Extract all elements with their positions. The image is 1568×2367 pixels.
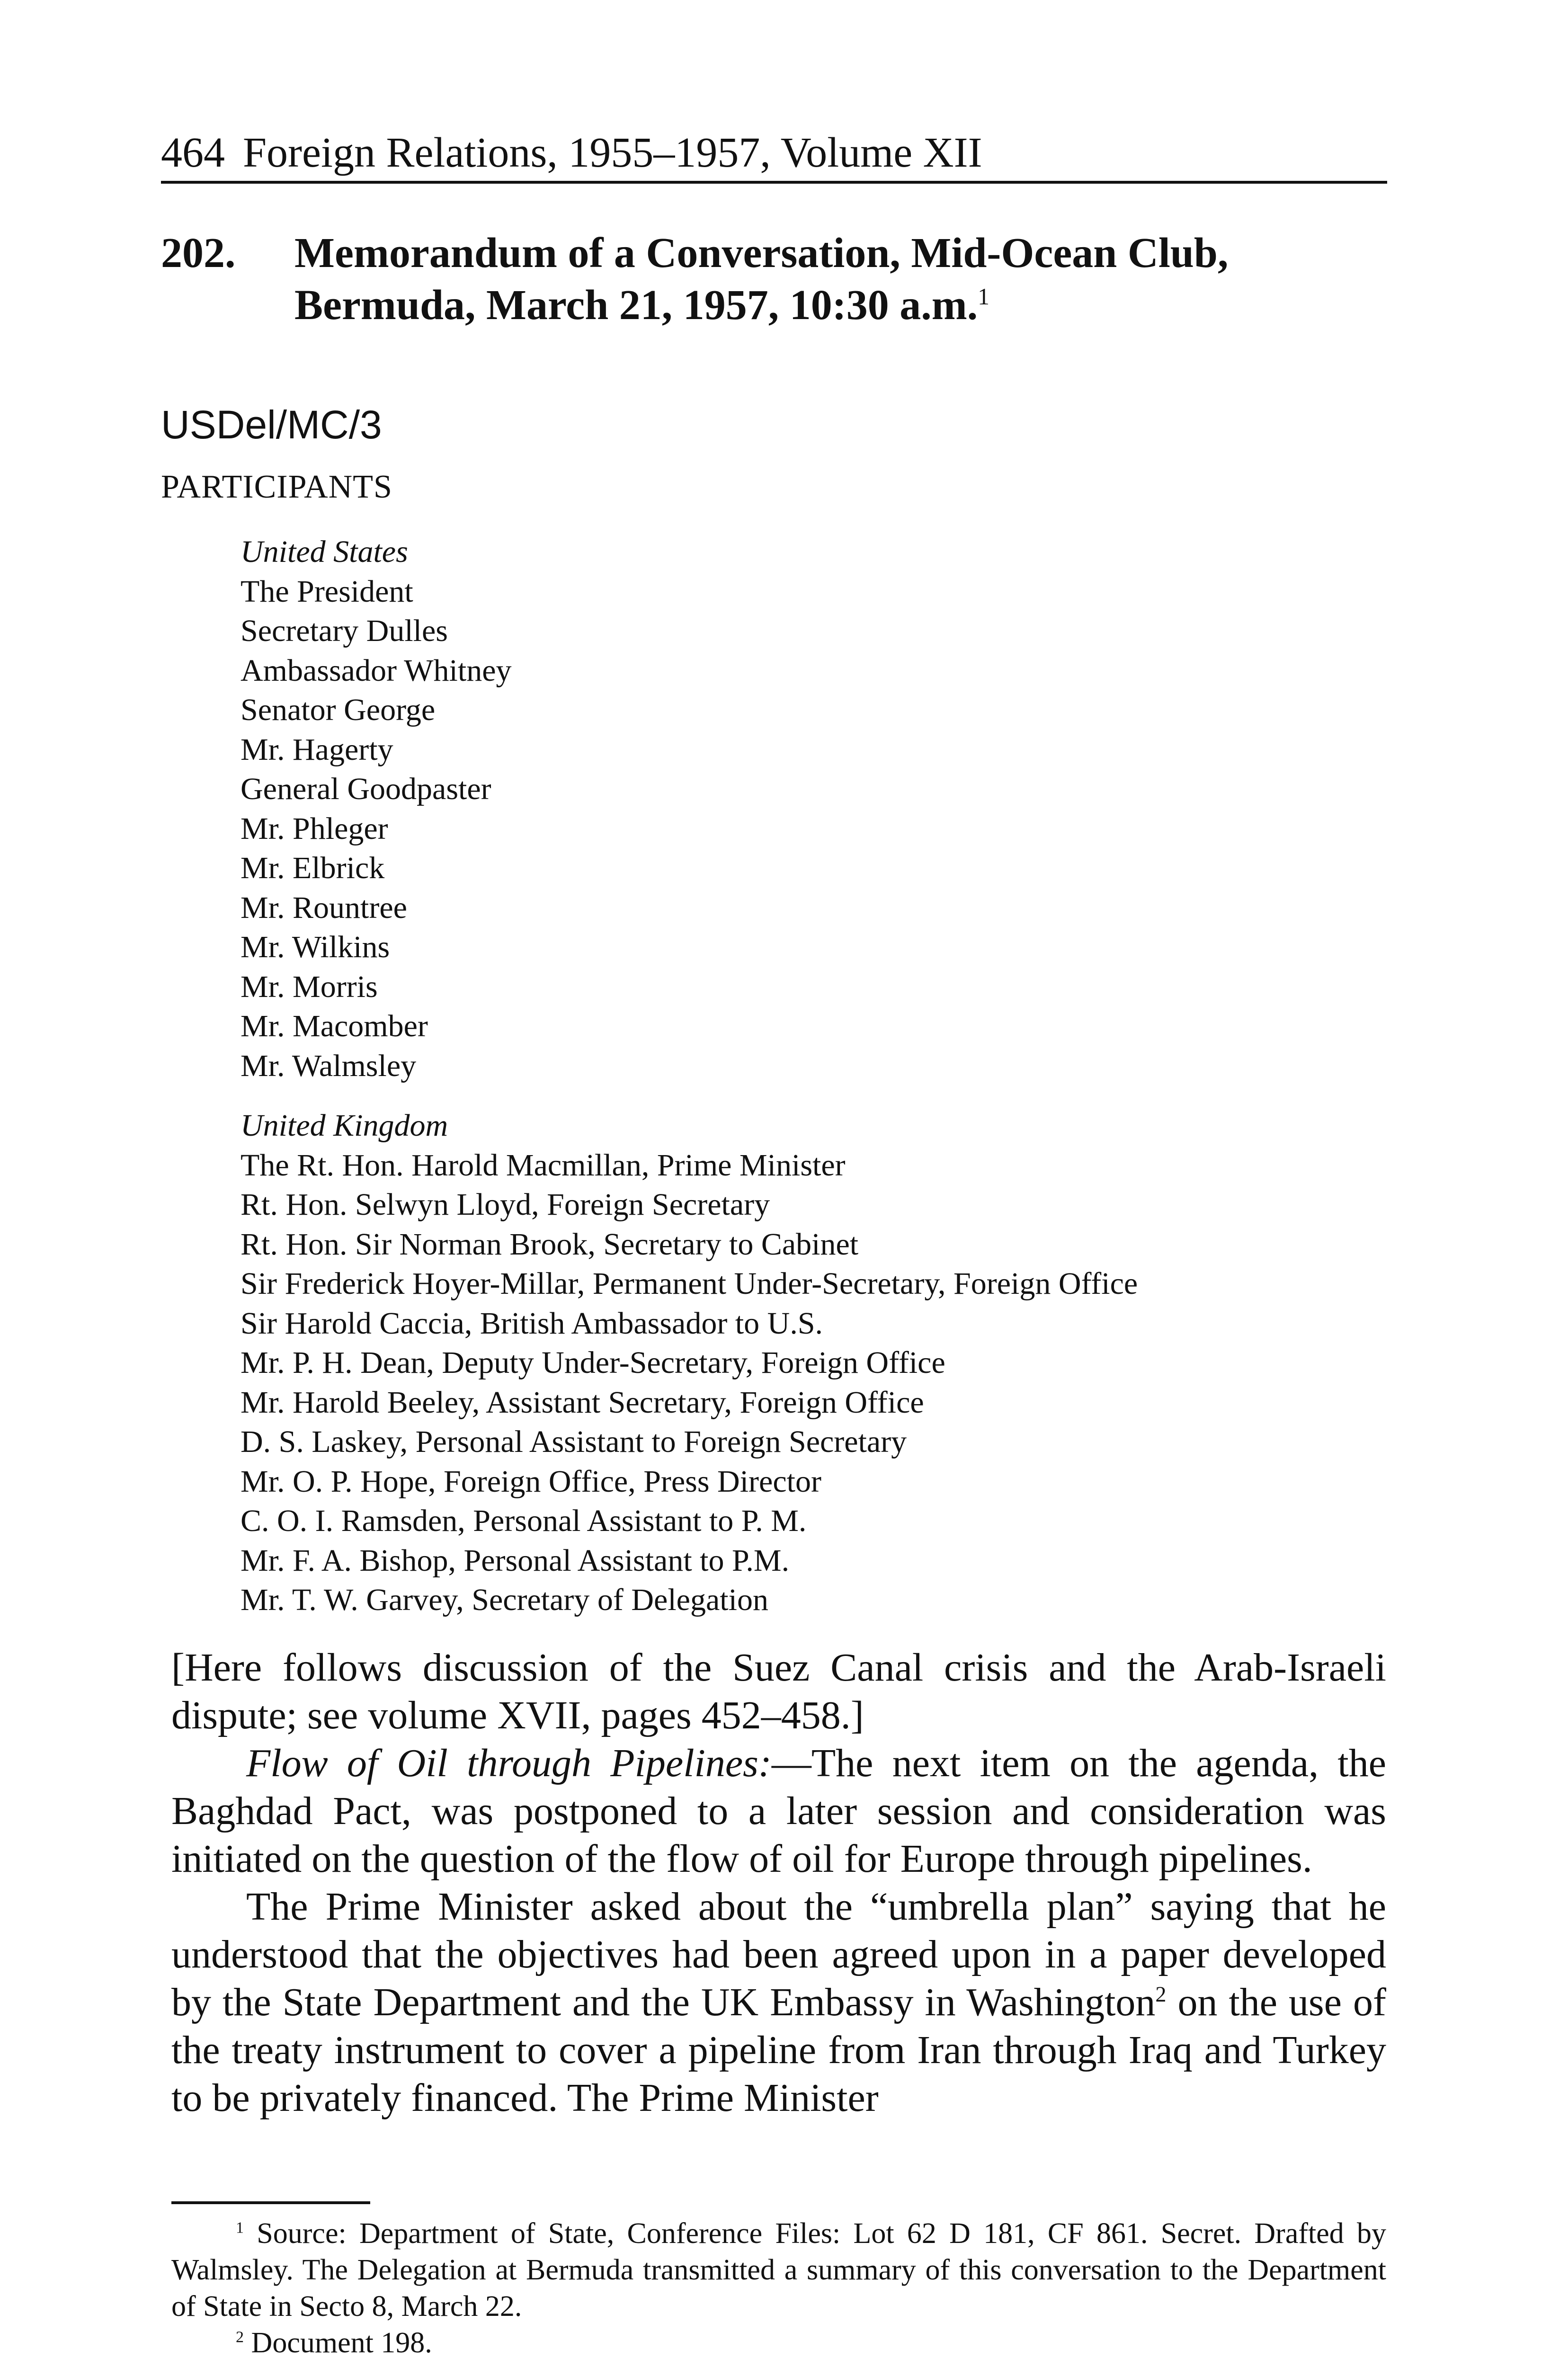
participant-name: Mr. Elbrick xyxy=(241,851,385,885)
participant-name: D. S. Laskey, Personal Assistant to Foreign Secretary xyxy=(241,1424,907,1459)
participant-name: Mr. Macomber xyxy=(241,1009,428,1043)
participant-name: Mr. Harold Beeley, Assistant Secretary, Foreign Office xyxy=(241,1385,924,1420)
participant-name: Mr. O. P. Hope, Foreign Office, Press Director xyxy=(241,1464,821,1499)
publication-title: Foreign Relations, 1955–1957, Volume XII xyxy=(243,129,982,176)
participants-uk-heading: United Kingdom xyxy=(241,1108,448,1143)
participant-name: Mr. Morris xyxy=(241,969,378,1004)
participant-name: Mr. P. H. Dean, Deputy Under-Secretary, Foreign Office xyxy=(241,1345,945,1380)
participant-name: Senator George xyxy=(241,693,436,727)
document-number: 202. xyxy=(161,230,236,276)
footnotes xyxy=(171,2216,1386,2361)
paragraph-heading: Flow of Oil through Pipelines: xyxy=(246,1741,772,1785)
participants-uk-list xyxy=(241,1146,1386,1620)
participant-name: Mr. Wilkins xyxy=(241,930,390,964)
participant-name: Mr. Walmsley xyxy=(241,1048,417,1083)
body-text xyxy=(171,1644,1386,2122)
participant-name: Mr. T. W. Garvey, Secretary of Delegation xyxy=(241,1583,768,1617)
participants-us xyxy=(241,532,1386,1086)
participant-name: Secretary Dulles xyxy=(241,614,448,648)
participant-name: Sir Frederick Hoyer-Millar, Permanent Under-Secretary, Foreign Office xyxy=(241,1266,1138,1301)
footnote-2: $^2$ Document 198. xyxy=(236,2327,432,2359)
participant-name: Rt. Hon. Sir Norman Brook, Secretary to Cabinet xyxy=(241,1227,859,1262)
footnote-ref-1: 1 xyxy=(978,284,989,310)
participants-heading: PARTICIPANTS xyxy=(161,469,392,505)
participants-us-list xyxy=(241,572,1386,1086)
footnote-1: $^1$ Source: Department of State, Conference Files: Lot 62 D 181, CF 861. Secret. Drafted by Walmsley. The Delegation at Bermuda transmitted a summary of this conversation to the Department of State in Secto 8, March 22. xyxy=(171,2217,1386,2323)
participant-name: Mr. F. A. Bishop, Personal Assistant to P.M. xyxy=(241,1543,790,1578)
page-number: 464 xyxy=(161,129,225,176)
running-head xyxy=(161,127,1392,179)
participant-name: C. O. I. Ramsden, Personal Assistant to P. M. xyxy=(241,1504,807,1538)
footnote-rule xyxy=(171,2201,370,2204)
footnote-ref-2: 2 xyxy=(1155,1982,1167,2006)
participants-uk xyxy=(241,1106,1386,1620)
participant-name: Rt. Hon. Selwyn Lloyd, Foreign Secretary xyxy=(241,1187,770,1222)
paragraph-umbrella-plan: The Prime Minister asked about the “umbrella plan” saying that he understood that the objectives had been agreed upon in a paper developed by the State Department and the UK Embassy in Washington$^2$ on the use of the treaty instrument to cover a pipeline from Iran through Iraq and Turkey to be privately financed. The Prime Minister xyxy=(171,1885,1386,2120)
document-title xyxy=(294,227,1398,331)
header-rule xyxy=(161,181,1387,184)
participant-name: Mr. Rountree xyxy=(241,890,407,925)
participant-name: The President xyxy=(241,574,413,609)
participant-name: General Goodpaster xyxy=(241,772,491,806)
participant-name: Mr. Hagerty xyxy=(241,732,393,767)
participant-name: Sir Harold Caccia, British Ambassador to U.S. xyxy=(241,1306,823,1341)
participants-us-heading: United States xyxy=(241,534,408,569)
participant-name: The Rt. Hon. Harold Macmillan, Prime Minister xyxy=(241,1148,846,1183)
document-reference: USDel/MC/3 xyxy=(161,402,382,447)
paragraph-pipelines: Flow of Oil through Pipelines:—The next item on the agenda, the Baghdad Pact, was postponed to a later session and consideration was initiated on the question of the flow of oil for Europe through pipelines. xyxy=(171,1741,1386,1881)
editorial-note: [Here follows discussion of the Suez Canal crisis and the Arab-Israeli dispute; see volume XVII, pages 452–458.] xyxy=(171,1646,1386,1737)
participant-name: Ambassador Whitney xyxy=(241,653,512,688)
participant-name: Mr. Phleger xyxy=(241,811,388,846)
document-title-line-2: Bermuda, March 21, 1957, 10:30 a.m.$^1$ xyxy=(294,282,989,329)
document-title-line-1: Memorandum of a Conversation, Mid-Ocean Club, xyxy=(294,230,1229,276)
